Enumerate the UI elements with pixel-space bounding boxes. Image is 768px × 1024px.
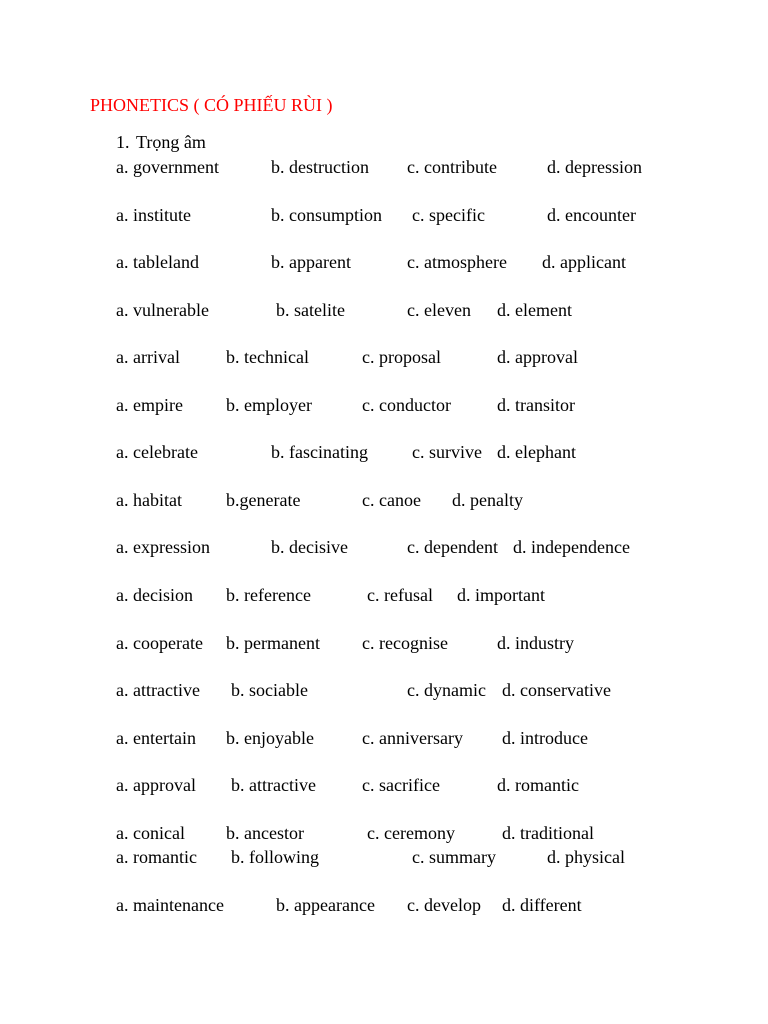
option-d: d. physical <box>547 847 625 867</box>
question-row <box>0 156 768 178</box>
option-c: c. refusal <box>367 585 433 605</box>
option-a: a. maintenance <box>116 895 224 915</box>
section-title <box>116 131 206 153</box>
question-row <box>0 894 768 916</box>
option-c: c. eleven <box>407 300 471 320</box>
option-a: a. conical <box>116 823 185 843</box>
question-row <box>0 774 768 796</box>
question-row <box>0 346 768 368</box>
option-b: b. permanent <box>226 633 320 653</box>
option-b: b. consumption <box>271 205 382 225</box>
option-d: d. encounter <box>547 205 636 225</box>
page-heading: PHONETICS ( CÓ PHIẾU RÙI ) <box>90 95 333 115</box>
option-d: d. penalty <box>452 490 523 510</box>
option-a: a. celebrate <box>116 442 198 462</box>
option-c: c. survive <box>412 442 482 462</box>
option-d: d. different <box>502 895 582 915</box>
option-a: a. entertain <box>116 728 196 748</box>
option-b: b. ancestor <box>226 823 304 843</box>
option-b: b. enjoyable <box>226 728 314 748</box>
option-c: c. contribute <box>407 157 497 177</box>
option-b: b. satelite <box>276 300 345 320</box>
option-b: b. following <box>231 847 319 867</box>
question-row <box>0 441 768 463</box>
option-c: c. proposal <box>362 347 441 367</box>
option-d: d. elephant <box>497 442 576 462</box>
option-a: a. government <box>116 157 219 177</box>
option-d: d. element <box>497 300 572 320</box>
option-d: d. applicant <box>542 252 626 272</box>
option-c: c. summary <box>412 847 496 867</box>
option-c: c. recognise <box>362 633 448 653</box>
section-title-text: Trọng âm <box>136 132 206 152</box>
option-d: d. important <box>457 585 545 605</box>
option-d: d. conservative <box>502 680 611 700</box>
option-b: b. decisive <box>271 537 348 557</box>
option-b: b. fascinating <box>271 442 368 462</box>
option-a: a. cooperate <box>116 633 203 653</box>
option-c: c. dynamic <box>407 680 486 700</box>
option-c: c. ceremony <box>367 823 455 843</box>
option-a: a. empire <box>116 395 183 415</box>
option-d: d. romantic <box>497 775 579 795</box>
option-d: d. independence <box>513 537 630 557</box>
option-d: d. industry <box>497 633 575 653</box>
question-row <box>0 394 768 416</box>
option-b: b. destruction <box>271 157 369 177</box>
option-a: a. attractive <box>116 680 200 700</box>
option-a: a. habitat <box>116 490 182 510</box>
question-row <box>0 299 768 321</box>
question-row <box>0 204 768 226</box>
option-b: b. technical <box>226 347 309 367</box>
option-c: c. sacrifice <box>362 775 440 795</box>
option-a: a. approval <box>116 775 196 795</box>
option-a: a. romantic <box>116 847 197 867</box>
option-a: a. tableland <box>116 252 199 272</box>
question-row <box>0 679 768 701</box>
option-a: a. expression <box>116 537 210 557</box>
option-d: d. depression <box>547 157 642 177</box>
question-row <box>0 822 768 844</box>
question-row <box>0 584 768 606</box>
question-row <box>0 489 768 511</box>
option-c: c. dependent <box>407 537 498 557</box>
option-d: d. approval <box>497 347 578 367</box>
option-d: d. introduce <box>502 728 588 748</box>
option-d: d. transitor <box>497 395 575 415</box>
option-a: a. arrival <box>116 347 180 367</box>
question-row <box>0 846 768 868</box>
option-b: b. appearance <box>276 895 375 915</box>
question-row <box>0 727 768 749</box>
option-b: b.generate <box>226 490 301 510</box>
option-a: a. institute <box>116 205 191 225</box>
question-row <box>0 251 768 273</box>
option-a: a. vulnerable <box>116 300 209 320</box>
option-a: a. decision <box>116 585 193 605</box>
option-b: b. sociable <box>231 680 308 700</box>
option-b: b. employer <box>226 395 312 415</box>
option-b: b. apparent <box>271 252 351 272</box>
option-b: b. reference <box>226 585 311 605</box>
option-c: c. develop <box>407 895 481 915</box>
option-c: c. specific <box>412 205 485 225</box>
option-c: c. canoe <box>362 490 421 510</box>
option-c: c. conductor <box>362 395 451 415</box>
option-b: b. attractive <box>231 775 316 795</box>
question-row <box>0 536 768 558</box>
option-c: c. atmosphere <box>407 252 507 272</box>
option-d: d. traditional <box>502 823 594 843</box>
section-number: 1. <box>116 132 130 152</box>
question-row <box>0 632 768 654</box>
option-c: c. anniversary <box>362 728 463 748</box>
